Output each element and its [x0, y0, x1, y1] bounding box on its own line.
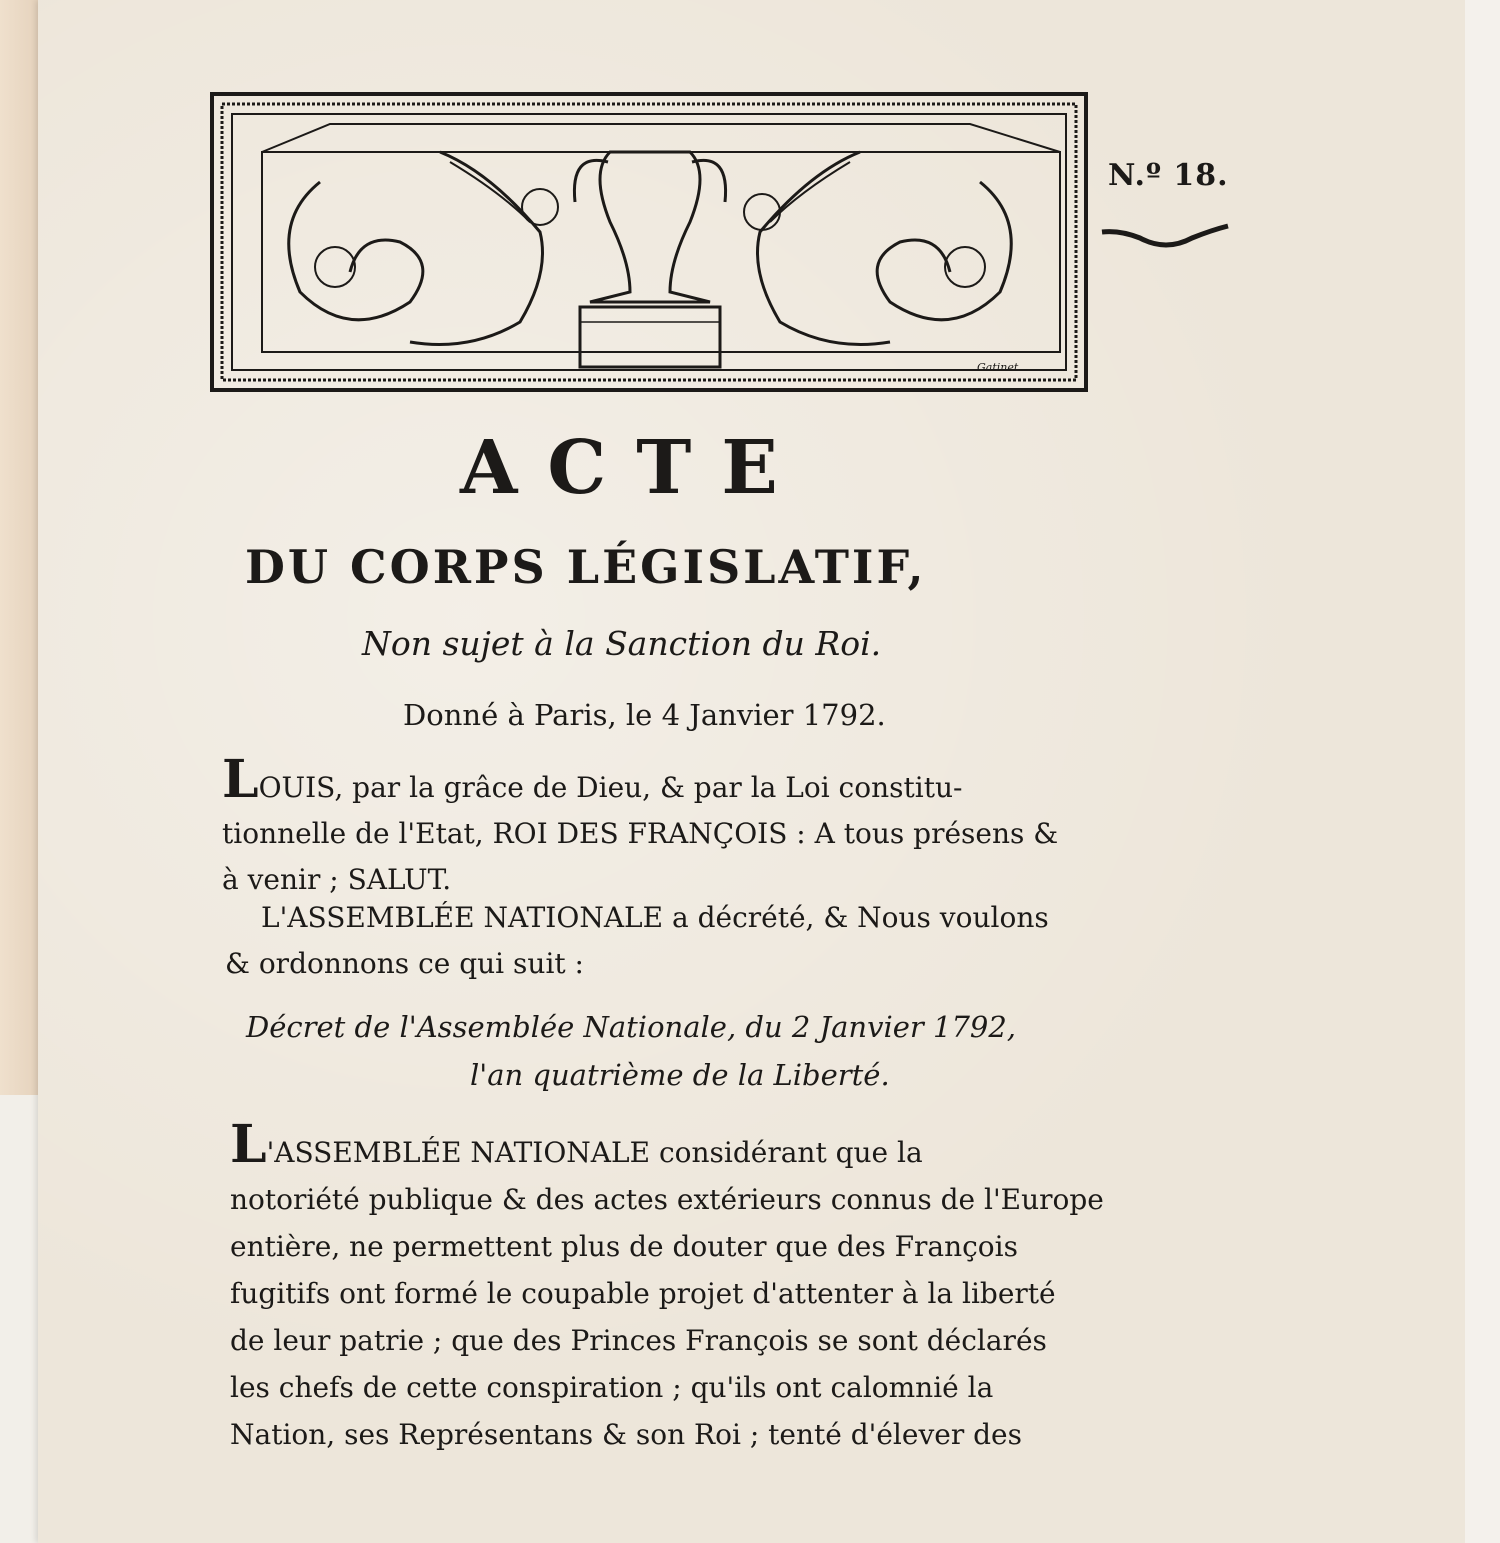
- drop-initial: L: [222, 749, 259, 810]
- body-line: fugitifs ont formé le coupable projet d'attenter à la liberté: [230, 1277, 1056, 1310]
- body-line: notoriété publique & des actes extérieurs connus de l'Europe: [230, 1183, 1104, 1216]
- decree-body-paragraph: [230, 1114, 1104, 1458]
- preamble-line: tionnelle de l'Etat, ROI DES FRANÇOIS : A tous présens &: [222, 817, 1059, 850]
- preamble-line: à venir ; SALUT.: [222, 863, 452, 896]
- woodcut-ornament: [210, 92, 1088, 392]
- assembly-intro-line: & ordonnons ce qui suit :: [225, 947, 584, 980]
- decree-title-line-1: Décret de l'Assemblée Nationale, du 2 Janvier 1792,: [246, 1010, 1017, 1044]
- decree-title-line-2: l'an quatrième de la Liberté.: [470, 1058, 890, 1092]
- engraver-signature: [975, 358, 1045, 376]
- page-title: ACTE: [460, 425, 808, 511]
- svg-text:Gatinet: Gatinet: [977, 361, 1019, 374]
- document-number: N.º 18.: [1108, 158, 1229, 193]
- page-subtitle: DU CORPS LÉGISLATIF,: [245, 540, 927, 594]
- body-line: les chefs de cette conspiration ; qu'ils ont calomnié la: [230, 1371, 994, 1404]
- page-margin: [1465, 0, 1500, 1543]
- sanction-note: Non sujet à la Sanction du Roi.: [362, 624, 882, 663]
- preamble-line: OUIS, par la grâce de Dieu, & par la Loi constitu-: [258, 771, 963, 804]
- page-fold: [0, 0, 40, 1095]
- assembly-intro-line: L'ASSEMBLÉE NATIONALE a décrété, & Nous voulons: [261, 901, 1049, 934]
- drop-initial: L: [230, 1114, 267, 1175]
- body-line: entière, ne permettent plus de douter que des François: [230, 1230, 1018, 1263]
- body-line: de leur patrie ; que des Princes François se sont déclarés: [230, 1324, 1047, 1357]
- body-line: 'ASSEMBLÉE NATIONALE considérant que la: [266, 1136, 923, 1169]
- preamble-paragraph: [222, 749, 1059, 903]
- assembly-intro-paragraph: [225, 895, 1049, 987]
- swash-ornament-icon: [1100, 222, 1232, 254]
- body-line: Nation, ses Représentans & son Roi ; tenté d'élever des: [230, 1418, 1022, 1451]
- dateline: Donné à Paris, le 4 Janvier 1792.: [403, 698, 886, 732]
